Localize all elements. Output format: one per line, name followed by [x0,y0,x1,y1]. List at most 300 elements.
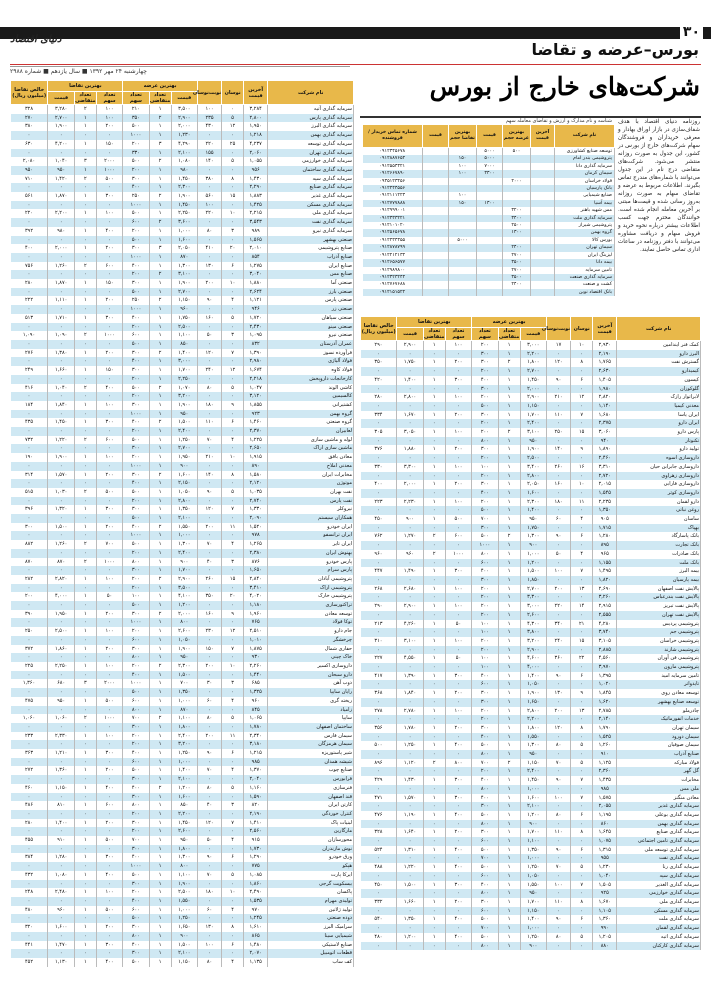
value-cell: ۳۰۰ [123,349,149,358]
value-cell: ۵۰ [445,620,471,629]
value-cell: ۱ [498,437,520,446]
value-cell: ۰ [74,584,96,593]
value-cell: ۰ [546,663,570,672]
value-cell: ۰ [222,444,244,453]
value-cell: ۱,۵۳۵ [244,897,268,906]
value-cell: ۰ [11,897,48,906]
value-cell: ۲۵۰ [123,192,149,201]
value-cell: ۸۸۲ [11,540,48,549]
value-cell: ۰ [361,628,397,637]
mini-table-cell [423,267,449,274]
company-name-cell: فنرسازی [268,784,354,793]
value-cell: ۲,۸۰۰ [171,497,197,506]
value-cell: ۰ [11,584,48,593]
value-cell: ۵۰ [96,592,122,601]
value-cell: ۰ [423,524,445,533]
value-cell: ۰ [361,593,397,602]
value-cell: ۱,۳۹۰ [244,349,268,358]
value-cell: ۱,۶۴۵ [593,828,617,837]
table-row [11,392,354,401]
table-row [11,157,354,166]
value-cell: ۵۰۰ [123,236,149,245]
value-cell: ۱۰۰۰ [123,679,149,688]
value-cell: ۲۰۰ [445,358,471,367]
value-cell: ۱,۱۵۰ [520,907,546,916]
value-cell: ۲ [74,331,96,340]
value-cell: ۰ [197,270,221,279]
table-row [11,775,354,784]
value-cell: ۰ [96,410,122,419]
table-row [11,497,354,506]
value-cell: ۰ [197,305,221,314]
table-row [361,385,701,394]
value-cell: ۰ [571,454,593,463]
mini-table-cell [477,222,503,229]
value-cell: ۱,۴۰۰ [171,766,197,775]
value-cell: ۱۵ [222,192,244,201]
value-cell: ۲,۸۰۰ [520,707,546,716]
value-cell: ۷۰۰ [96,540,122,549]
value-cell: ۴۲۰ [361,376,397,385]
value-cell: ۱,۷۵۰ [397,358,423,367]
value-cell: ۱,۳۰۰ [171,262,197,271]
mini-table-cell: ۰۹۱۲۱۵۱۵۲۲ [363,289,423,296]
value-cell: ۱۲۰ [197,349,221,358]
table-header-cell: نوبت‌نوسان [197,81,221,105]
value-cell: ۳۳۴ [361,411,397,420]
value-cell: ۰ [546,628,570,637]
table-row [361,759,701,768]
value-cell: ۰ [546,419,570,428]
value-cell: ۳۱۰ [361,637,397,646]
value-cell: ۱ [498,620,520,629]
value-cell: ۱ [74,610,96,619]
value-cell: ۰ [445,854,471,863]
table-header-cell: نام شرکت [617,317,701,341]
value-cell: ۴۰۰ [123,523,149,532]
value-cell: ۲,۴۳۰ [244,323,268,332]
company-name-cell: لابراتوار رازک [617,393,701,402]
value-cell: ۱,۸۶۰ [48,645,74,654]
value-cell: ۰ [222,131,244,140]
company-name-cell: صنعتی بارز [268,288,354,297]
value-cell: ۰ [571,472,593,481]
company-name-cell: سرمایه گذاری کارکنان [617,942,701,951]
value-cell: ۲,۲۵۰ [171,375,197,384]
mini-table-cell [449,178,477,185]
company-name-cell: سرمایه گذاری پارس [268,114,354,123]
value-cell: ۳۰۰ [11,523,48,532]
value-cell: ۰ [423,924,445,933]
value-cell: ۴۰۰ [472,567,498,576]
value-cell: ۰ [48,880,74,889]
company-name-cell: سرمایه گذاری رنا [617,863,701,872]
table-row [11,323,354,332]
value-cell: ۱۵ [571,637,593,646]
value-cell: ۴۳۵ [11,418,48,427]
value-cell: ۰ [222,810,244,819]
value-cell: ۱۶۰ [197,314,221,323]
value-cell: ۳,۳۱۰ [593,463,617,472]
value-cell: ۱ [149,827,171,836]
value-cell: ۰ [74,601,96,610]
company-name-cell: سرمایه گذاری غدیر [268,192,354,201]
value-cell: ۸۰۰ [472,820,498,829]
company-name-cell: سرمایه گذاری ملی [617,898,701,907]
value-cell: ۹۳۰ [244,653,268,662]
value-cell: ۲۰۰ [123,166,149,175]
value-cell: ۰ [11,201,48,210]
value-cell: ۰ [445,524,471,533]
value-cell: ۱۴۰ [546,445,570,454]
company-name-cell: هپکو [268,862,354,871]
value-cell: ۸۵۴ [244,253,268,262]
value-cell: ۱,۹۰۰ [171,279,197,288]
company-name-cell: فولاد کاوه [268,366,354,375]
value-cell: ۲,۳۴۰ [244,732,268,741]
value-cell: ۱ [498,828,520,837]
value-cell: ۳۵۰ [123,114,149,123]
value-cell: ۰ [197,323,221,332]
mini-table-cell: ۲۰۰۰ [503,178,531,185]
value-cell: ۲۲۰ [11,209,48,218]
table-header-cell: تعداد متقاضی [424,328,445,340]
value-cell: ۰ [361,942,397,951]
value-cell: ۲,۸۲۰ [593,393,617,402]
mini-table-cell [449,289,477,296]
value-cell: ۱ [149,288,171,297]
value-cell: ۰ [361,454,397,463]
mini-table-cell: ۵۰۰ [503,148,531,156]
company-name-cell: مخابرات ایران [268,471,354,480]
value-cell: ۱,۱۹۰ [397,811,423,820]
value-cell: ۰ [11,392,48,401]
value-cell: ۳,۰۴۰ [244,270,268,279]
company-name-cell: بانک تجارت [617,541,701,550]
value-cell: ۱,۷۹۰ [593,724,617,733]
value-cell: ۱,۲۱۸ [244,131,268,140]
value-cell: ۱ [74,505,96,514]
value-cell: ۰ [11,775,48,784]
value-cell: ۳,۴۰۰ [520,463,546,472]
table-row [361,419,701,428]
value-cell: ۱۰۰ [123,592,149,601]
value-cell: ۰ [11,323,48,332]
value-cell: ۱,۲۷۰ [397,532,423,541]
value-cell: ۲ [149,714,171,723]
value-cell: ۹۸۵ [244,758,268,767]
mini-table-row [363,259,615,266]
value-cell: ۶ [222,262,244,271]
value-cell: ۰ [222,688,244,697]
value-cell: ۱,۳۵۰ [171,505,197,514]
value-cell: ۰ [546,506,570,515]
value-cell: ۱۰۰ [96,209,122,218]
value-cell: ۰ [74,131,96,140]
company-name-cell: نفت بهران [268,488,354,497]
value-cell: ۰ [96,880,122,889]
value-cell: ۰ [197,845,221,854]
table-row [361,942,701,951]
company-name-cell: معدنی املاح [268,462,354,471]
value-cell: ۸۰۰ [472,437,498,446]
table-row [361,767,701,776]
value-cell: ۱,۶۵۰ [520,698,546,707]
value-cell: ۱ [149,444,171,453]
value-cell: ۱ [498,785,520,794]
mini-table-cell [503,170,531,177]
table-header-cell: بهترین تقاضا [48,81,123,92]
page-number: ۳۰ [680,24,703,40]
value-cell: ۱۰۰۰ [96,714,122,723]
value-cell: ۰ [48,706,74,715]
value-cell: ۰ [445,802,471,811]
mini-table-cell [531,170,555,177]
value-cell: ۱ [498,672,520,681]
value-cell: ۰ [571,576,593,585]
value-cell: ۰ [74,305,96,314]
value-cell: ۲۳۰ [197,627,221,636]
value-cell: ۵۰۰ [472,846,498,855]
value-cell: ۱۰۰ [445,637,471,646]
value-cell: ۱,۰۰۰ [520,854,546,863]
value-cell: ۱۰۰ [96,575,122,584]
value-cell: ۳,۸۰۰ [520,628,546,637]
value-cell: ۱,۸۸۰ [244,279,268,288]
value-cell: ۳۵۰ [197,592,221,601]
value-cell: ۸۵۰ [171,340,197,349]
table-header-cell: خالص تقاضا (میلیون ریال) [11,81,48,105]
company-name-cell: ساسان [617,515,701,524]
value-cell: ۱,۳۰۰ [171,540,197,549]
value-cell: ۰ [74,636,96,645]
mini-table-cell: ۰۹۱۲۶۶۷۸۹۰ [363,170,423,177]
value-cell: ۵ [222,157,244,166]
table-row [11,349,354,358]
company-name-cell: مخابرات [617,776,701,785]
value-cell: ۳۵۰ [361,358,397,367]
mini-table-row [363,178,615,185]
value-cell: ۰ [48,462,74,471]
company-name-cell: سیمان صوفیان [617,741,701,750]
value-cell: ۰ [423,611,445,620]
value-cell: ۲۰۰ [445,445,471,454]
value-cell: ۲۵ [222,140,244,149]
value-cell: ۰ [397,646,423,655]
company-name-cell: کیمیدارو [617,367,701,376]
value-cell: ۰ [397,489,423,498]
value-cell: ۱ [423,445,445,454]
mini-table-cell [423,200,449,207]
value-cell: ۲,۶۰۰ [171,627,197,636]
value-cell: ۶۰۰ [96,436,122,445]
value-cell: ۱,۹۵۰ [171,453,197,462]
value-cell: ۱ [498,854,520,863]
value-cell: ۹۷۸ [244,531,268,540]
value-cell: ۲ [498,759,520,768]
value-cell: ۹۵۰ [48,166,74,175]
table-row [11,923,354,932]
value-cell: ۱ [149,618,171,627]
value-cell: ۶۰۰ [123,758,149,767]
company-name-cell: صنایع مس [268,270,354,279]
value-cell: ۱,۳۵۰ [520,846,546,855]
value-cell: ۴۲۹ [361,776,397,785]
table-row [11,279,354,288]
value-cell: ۰ [361,820,397,829]
table-header-cell: تعداد سهم [123,92,149,105]
value-cell: ۵۰۰ [123,540,149,549]
value-cell: ۱ [423,741,445,750]
value-cell: ۱,۲۳۰ [593,863,617,872]
mini-table-cell [423,178,449,185]
value-cell: ۹۵۰ [11,166,48,175]
company-name-cell: داروسازی اسوه [617,454,701,463]
value-cell: ۲,۲۶۰ [244,662,268,671]
value-cell: ۱ [498,846,520,855]
value-cell: ۶ [222,418,244,427]
value-cell: ۲,۲۳۵ [593,498,617,507]
company-name-cell: پارس دارو [617,428,701,437]
value-cell: ۴,۰۲۰ [244,592,268,601]
company-name-cell: ایرکا پارت [268,871,354,880]
table-row [11,949,354,958]
value-cell: ۱۰ [222,279,244,288]
table-row [11,688,354,697]
value-cell: ۲,۱۹۰ [593,350,617,359]
value-cell: ۰ [423,854,445,863]
value-cell: ۰ [361,402,397,411]
value-cell: ۱۵۰ [197,645,221,654]
value-cell: ۱ [149,462,171,471]
value-cell: ۰ [546,524,570,533]
value-cell: ۹۱۵ [244,836,268,845]
value-cell: ۱ [149,645,171,654]
value-cell: ۲۱۰ [546,393,570,402]
mini-table-cell [531,192,555,199]
value-cell: ۱ [149,540,171,549]
value-cell: ۳ [222,679,244,688]
value-cell: ۳ [222,227,244,236]
value-cell: ۰ [423,907,445,916]
value-cell: ۰ [11,444,48,453]
table-row [11,566,354,575]
value-cell: ۰ [74,201,96,210]
table-row [11,384,354,393]
value-cell: ۰ [96,601,122,610]
table-row [11,862,354,871]
value-cell: ۱ [149,697,171,706]
value-cell: ۱ [74,166,96,175]
value-cell: ۰ [445,907,471,916]
value-cell: ۱ [149,592,171,601]
mini-header-cell: آخرین قیمت [531,125,555,148]
value-cell: ۴۰ [197,801,221,810]
company-name-cell: ایران خودرو [268,523,354,532]
value-cell: ۱,۷۸۰ [244,723,268,732]
value-cell: ۱,۶۷۰ [397,411,423,420]
mini-table-cell [531,252,555,259]
value-cell: ۰ [397,350,423,359]
value-cell: ۶۸۰ [48,679,74,688]
value-cell: ۵۰۰ [123,601,149,610]
table-row [361,593,701,602]
value-cell: ۳ [74,679,96,688]
value-cell: ۶۰۰ [472,680,498,689]
table-row [361,445,701,454]
value-cell: ۳۰۰ [472,350,498,359]
table-row [361,585,701,594]
table-row [361,480,701,489]
value-cell: ۰ [222,410,244,419]
value-cell: ۷ [571,411,593,420]
value-cell: ۱ [498,585,520,594]
value-cell: ۱ [74,941,96,950]
value-cell: ۰ [397,611,423,620]
value-cell: ۰ [96,775,122,784]
value-cell: ۱,۰۴۰ [593,872,617,881]
table-row [11,679,354,688]
value-cell: ۲,۰۰۰ [520,385,546,394]
value-cell: ۰ [423,942,445,951]
value-cell: ۰ [397,942,423,951]
table-row [11,914,354,923]
table-row [11,531,354,540]
value-cell: ۱ [498,646,520,655]
table-row [361,524,701,533]
value-cell: ۴۰۰ [472,776,498,785]
value-cell: ۱ [149,488,171,497]
value-cell: ۱ [498,881,520,890]
company-name-cell: صنعتی زر [268,305,354,314]
value-cell: ۱ [74,314,96,323]
mini-table-cell [449,207,477,214]
value-cell: ۰ [546,785,570,794]
value-cell: ۱ [498,515,520,524]
value-cell: ۷۰۰ [123,836,149,845]
value-cell: ۲۱۳ [361,620,397,629]
value-cell: ۰ [197,671,221,680]
value-cell: ۲۲۰ [546,602,570,611]
value-cell: ۱,۷۲۰ [244,314,268,323]
value-cell: ۲,۲۱۸ [244,375,268,384]
value-cell: ۱۹۰ [11,453,48,462]
value-cell: ۳,۰۰۰ [520,341,546,350]
value-cell: ۱ [149,871,171,880]
value-cell: ۱,۰۱۰ [244,636,268,645]
value-cell: ۰ [96,236,122,245]
value-cell: ۳۲۰ [11,923,48,932]
value-cell: ۱,۲۹۰ [244,853,268,862]
mini-table-cell [477,237,503,244]
value-cell: ۳۰۰ [472,724,498,733]
value-cell: ۰ [96,740,122,749]
value-cell: ۳,۲۰۰ [171,740,197,749]
value-cell: ۳۹۲ [11,227,48,236]
value-cell: ۱ [149,227,171,236]
value-cell: ۱۰۰ [96,453,122,462]
value-cell: ۱ [74,122,96,131]
value-cell: ۰ [197,618,221,627]
value-cell: ۵ [222,314,244,323]
value-cell: ۰ [397,472,423,481]
value-cell: ۳۰۰ [472,411,498,420]
value-cell: ۲,۱۵۰ [171,479,197,488]
value-cell: ۹۶۵ [593,550,617,559]
value-cell: ۰ [546,854,570,863]
value-cell: ۰ [74,392,96,401]
value-cell: ۱ [423,637,445,646]
